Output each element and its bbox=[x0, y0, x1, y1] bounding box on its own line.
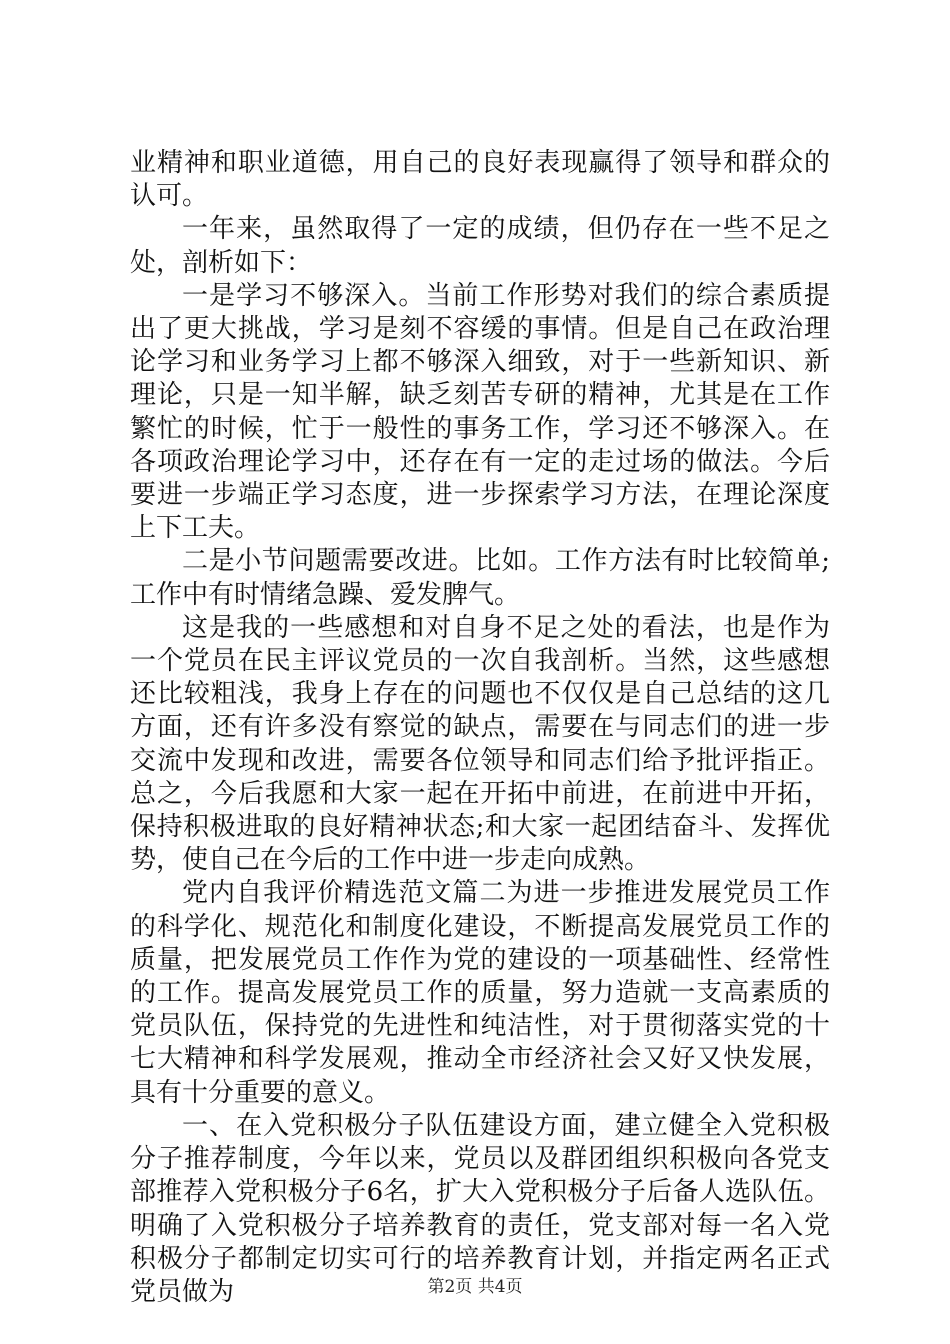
page-number-footer: 第2页 共4页 bbox=[427, 1277, 523, 1297]
paragraph-1: 业精神和职业道德，用自己的良好表现赢得了领导和群众的认可。 bbox=[130, 148, 830, 212]
paragraph-5: 这是我的一些感想和对自身不足之处的看法，也是作为一个党员在民主评议党员的一次自我剖析。当然，这些感想还比较粗浅，我身上存在的问题也不仅仅是自己总结的这几方面，还有许多没有察觉的缺点，需要在与同志们的进一步交流中发现和改进，需要各位领导和同志们给予批评指正。总之，今后我愿和大家一起在开拓中前进，在前进中开拓，保持积极进取的良好精神状态;和大家一起团结奋斗、发挥优势，使自己在今后的工作中进一步走向成熟。 bbox=[130, 612, 830, 876]
document-body bbox=[130, 147, 830, 1309]
paragraph-6: 党内自我评价精选范文篇二为进一步推进发展党员工作的科学化、规范化和制度化建设，不断提高发展党员工作的质量，把发展党员工作作为党的建设的一项基础性、经常性的工作。提高发展党员工作的质量，努力造就一支高素质的党员队伍，保持党的先进性和纯洁性，对于贯彻落实党的十七大精神和科学发展观，推动全市经济社会又好又快发展，具有十分重要的意义。 bbox=[130, 878, 830, 1108]
paragraph-4: 二是小节问题需要改进。比如。工作方法有时比较简单;工作中有时情绪急躁、爱发脾气。 bbox=[130, 546, 830, 610]
paragraph-7: 一、在入党积极分子队伍建设方面，建立健全入党积极分子推荐制度，今年以来，党员以及群团组织积极向各党支部推荐入党积极分子6名，扩大入党积极分子后备人选队伍。明确了入党积极分子培养教育的责任，党支部对每一名入党积极分子都制定切实可行的培养教育计划，并指定两名正式党员做为 bbox=[130, 1110, 830, 1307]
paragraph-2: 一年来，虽然取得了一定的成绩，但仍存在一些不足之处，剖析如下： bbox=[130, 214, 830, 278]
paragraph-3: 一是学习不够深入。当前工作形势对我们的综合素质提出了更大挑战，学习是刻不容缓的事情。但是自己在政治理论学习和业务学习上都不够深入细致，对于一些新知识、新理论，只是一知半解，缺乏刻苦专研的精神，尤其是在工作繁忙的时候，忙于一般性的事务工作，学习还不够深入。在各项政治理论学习中，还存在有一定的走过场的做法。今后要进一步端正学习态度，进一步探索学习方法，在理论深度上下工夫。 bbox=[130, 280, 830, 544]
